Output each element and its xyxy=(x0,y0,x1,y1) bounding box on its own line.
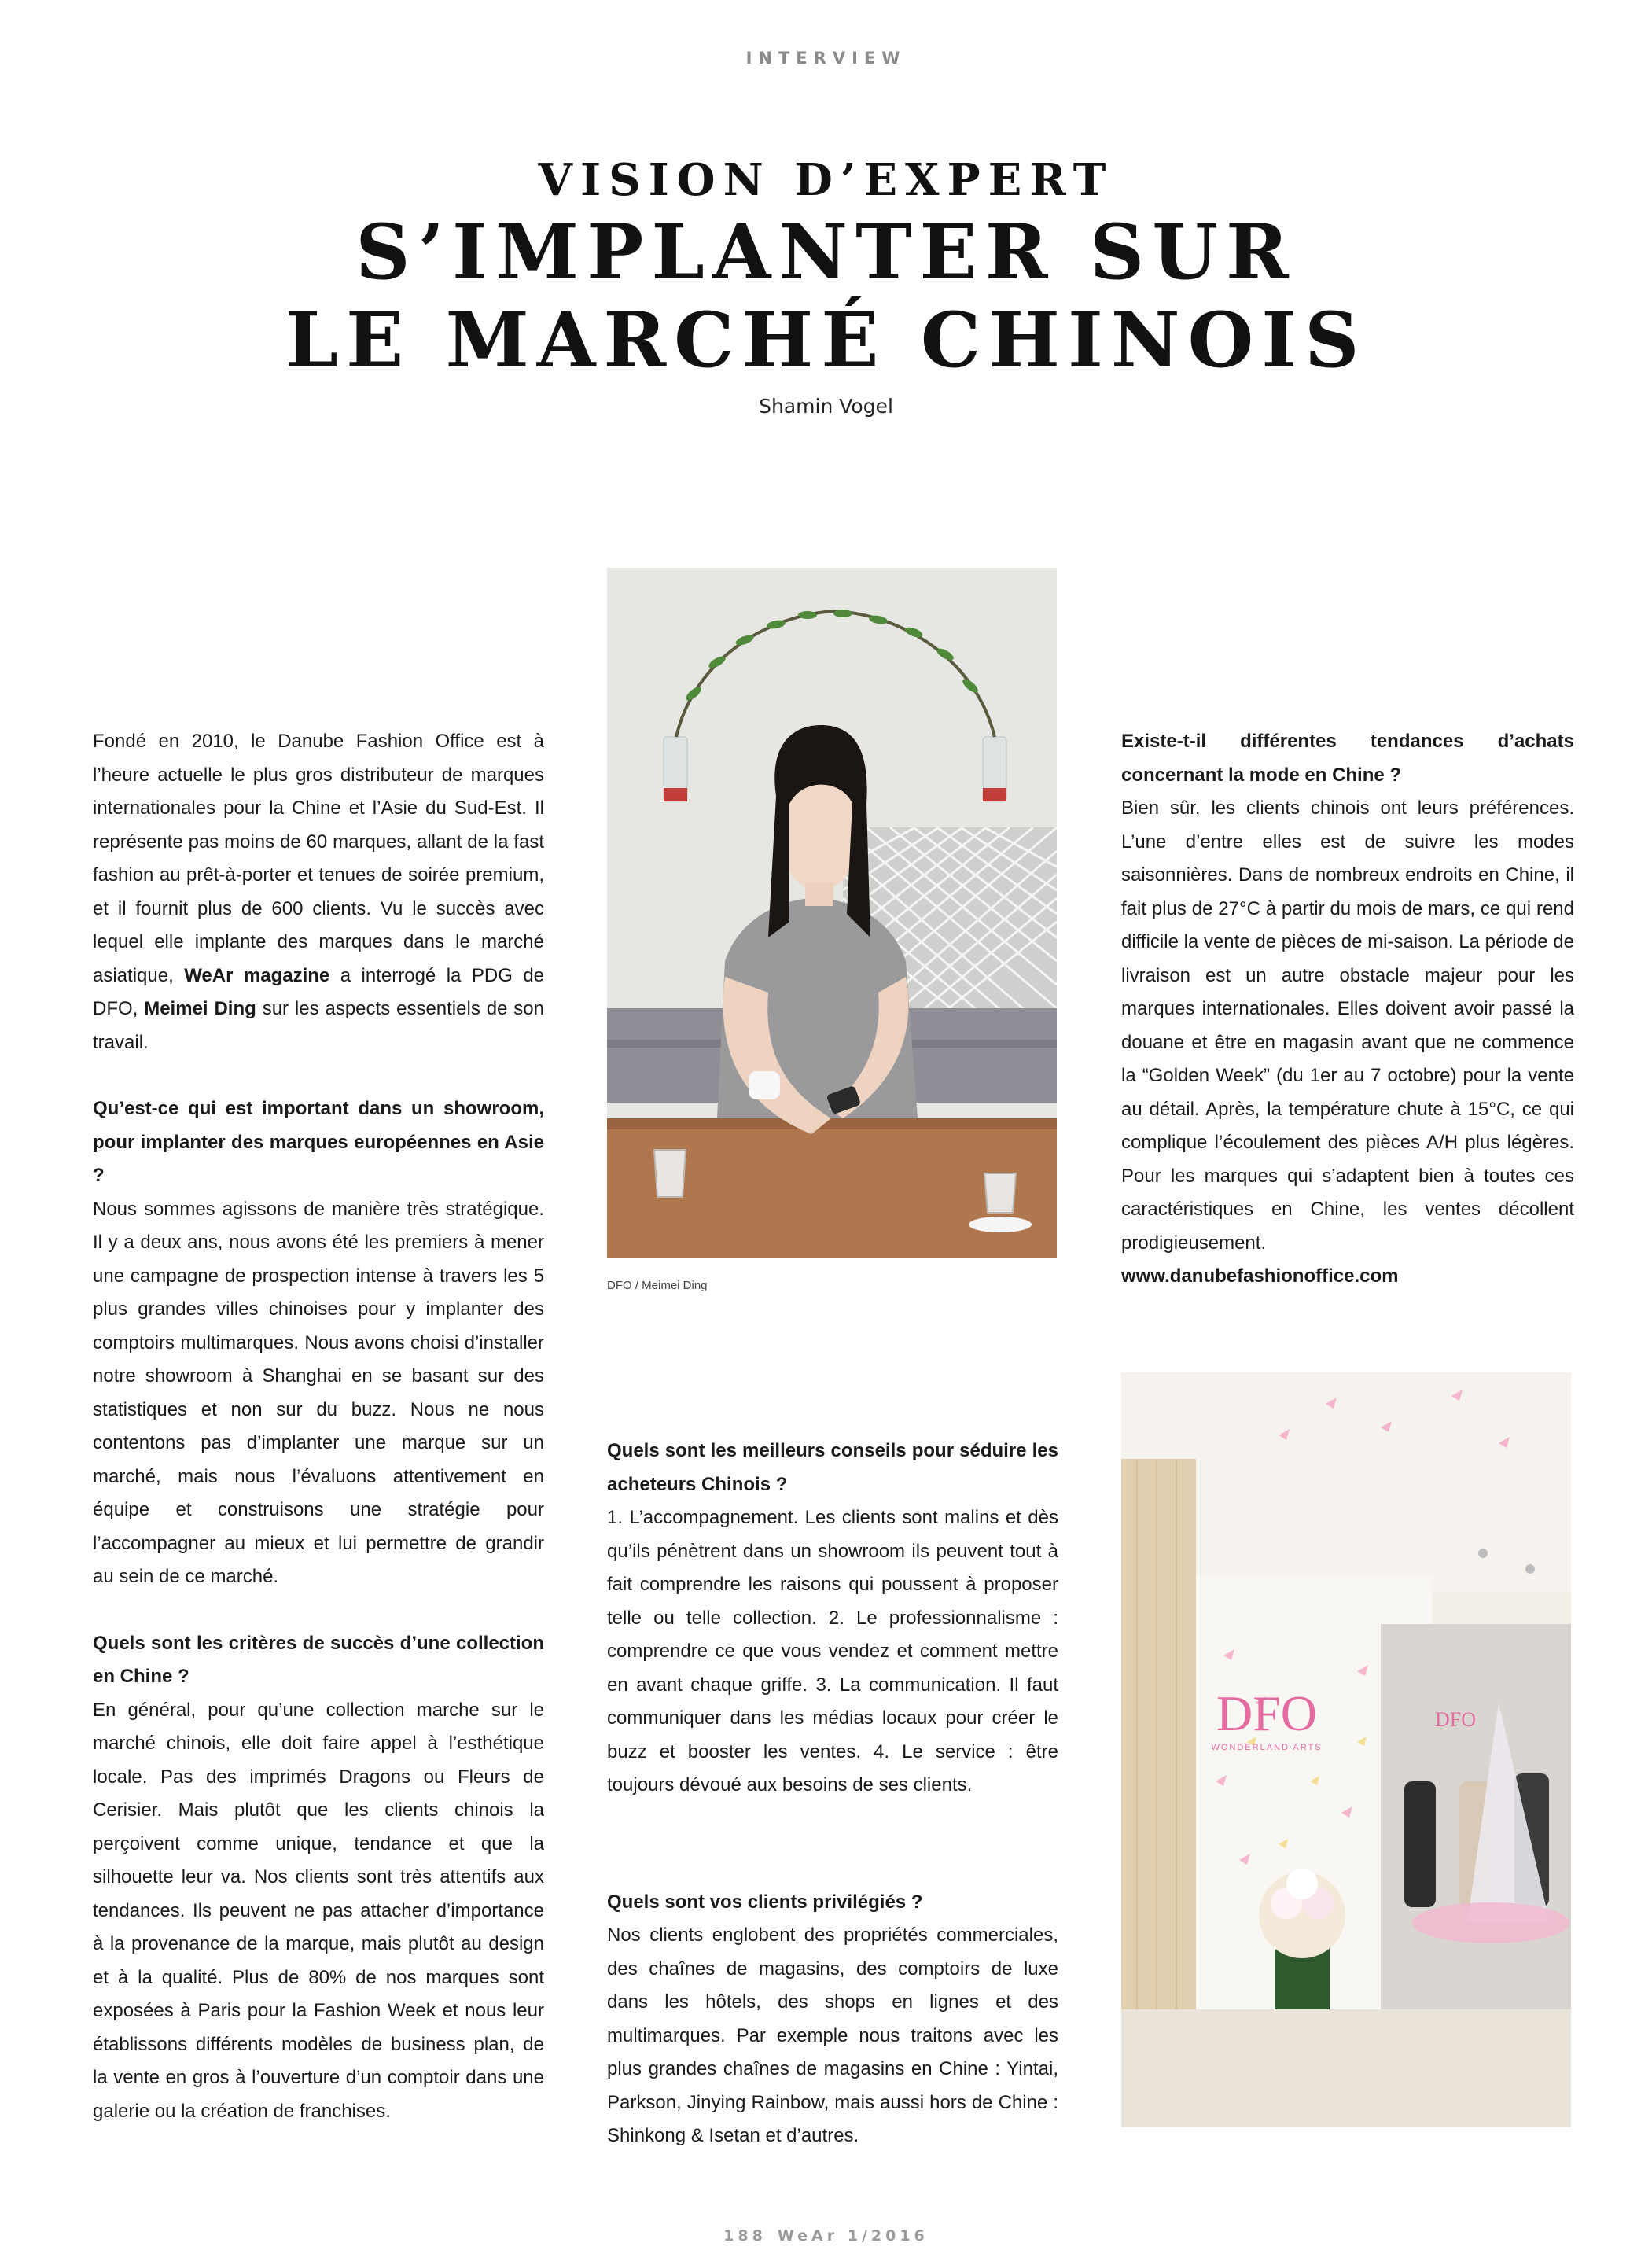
article-column-1 xyxy=(93,725,544,2128)
page-number: 188 xyxy=(723,2227,767,2245)
page-footer xyxy=(0,2227,1652,2245)
article-headline xyxy=(0,208,1652,385)
headline-line-1: S’IMPLANTER SUR xyxy=(355,208,1297,296)
portrait-illustration xyxy=(607,568,1057,1258)
question-4: Quels sont vos clients privilégiés ? xyxy=(607,1891,923,1913)
article-column-2 xyxy=(607,1434,1058,2153)
store-sign-inner: DFO xyxy=(1434,1708,1477,1731)
question-2: Quels sont les critères de succès d’une collection en Chine ? xyxy=(93,1632,544,1687)
answer-4: Nos clients englobent des propriétés commerciales, des chaînes de magasins, des comptoirs de luxe dans les hôtels, des shops en lignes et des multimarques. Par exemple nous traitons avec les plus grandes chaînes de magasins en Chine : Yintai, Parkson, Jinying Rainbow, mais aussi hors de Chine : Shinkong & Isetan et d’autres. xyxy=(607,1924,1058,2146)
headline-line-2: LE MARCHÉ CHINOIS xyxy=(285,296,1367,385)
question-5: Existe-t-il différentes tendances d’achats concernant la mode en Chine ? xyxy=(1121,731,1574,786)
section-label: INTERVIEW xyxy=(745,49,907,68)
intro-text-3: sur les aspects essentiels de son travail. xyxy=(93,998,544,1053)
answer-3: 1. L’accompagnement. Les clients sont malins et dès qu’ils pénètrent dans un showroom ils peuvent tout à fait comprendre les raisons qui poussent à proposer telle ou telle collection. 2. Le professionnalisme : comprendre ce que vous vendez et comment mettre en avant chaque griffe. 3. La communication. Il faut communiquer dans les médias locaux pour créer le buzz et booster les ventes. 4. Le service : être toujours dévoué aux besoins de ses clients. xyxy=(607,1507,1058,1795)
answer-5: Bien sûr, les clients chinois ont leurs préférences. L’une d’entre elles est de suivre les modes saisonnières. Dans de nombreux endroits en Chine, il fait plus de 27°C à partir du mois de mars, ce qui rend difficile la vente de pièces de mi-saison. La période de livraison est un autre obstacle majeur pour les marques internationales. Elles doivent avoir passé la douane et être en magasin avant que ne commence la “Golden Week” (du 1er au 7 octobre) pour la vente au détail. Après, la température chute à 15°C, ce qui complique l’écoulement des pièces A/H plus légères. Pour les marques qui s’adaptent bien à toutes ces caractéristiques en Chine, les ventes décollent prodigieusement. xyxy=(1121,797,1574,1254)
store-illustration xyxy=(1121,1372,1571,2127)
intro-paragraph xyxy=(93,725,544,1059)
photo-caption: DFO / Meimei Ding xyxy=(607,1279,708,1292)
portrait-photo xyxy=(607,568,1057,1258)
answer-2: En général, pour qu’une collection marche sur le marché chinois, elle doit faire appel à l’esthétique locale. Pas des imprimés Dragons ou Fleurs de Cerisier. Mais plutôt que les clients chinois la perçoivent comme unique, tendance et que la silhouette leur va. Nos clients sont très attentifs aux tendances. Ils peuvent ne pas attacher d’importance à la provenance de la marque, mais plutôt au design et à la qualité. Plus de 80% de nos marques sont exposées à Paris pour la Fashion Week et nous leur établissons différents modèles de business plan, de la vente en gros à l’ouverture d’un comptoir dans une galerie ou la création de franchises. xyxy=(93,1699,544,2122)
article-kicker: VISION D’EXPERT xyxy=(538,154,1114,206)
author-byline: Shamin Vogel xyxy=(759,395,893,418)
interviewee-name: Meimei Ding xyxy=(144,998,256,1019)
store-photo xyxy=(1121,1372,1571,2127)
intro-text-2: a interrogé la PDG de DFO, xyxy=(93,964,545,1019)
question-3: Quels sont les meilleurs conseils pour séduire les acheteurs Chinois ? xyxy=(607,1440,1058,1495)
intro-text-1: Fondé en 2010, le Danube Fashion Office est à l’heure actuelle le plus gros distributeur de marques internationales pour la Chine et l’Asie du Sud-Est. Il représente pas moins de 60 marques, allant de la fast fashion au prêt-à-porter et tenues de soirée premium, et il fournit plus de 600 clients. Vu le succès avec lequel elle implante des marques dans le marché asiatique, xyxy=(93,731,544,986)
answer-1: Nous sommes agissons de manière très stratégique. Il y a deux ans, nous avons été les premiers à mener une campagne de prospection intense à travers les 5 plus grandes villes chinoises pour y implanter des comptoirs multimarques. Nous avons choisi d’installer notre showroom à Shanghai en se basant sur des statistiques et non sur du buzz. Nous ne nous contentons pas d’implanter une marque sur un marché, mais nous l’évaluons attentivement en équipe et construisons une stratégie pour l’accompagner au mieux et lui permettre de grandir au sein de ce marché. xyxy=(93,1198,544,1587)
article-column-3 xyxy=(1121,725,1574,1294)
website-link[interactable]: www.danubefashionoffice.com xyxy=(1121,1265,1399,1287)
question-1: Qu’est-ce qui est important dans un showroom, pour implanter des marques européennes en Asie ? xyxy=(93,1098,544,1186)
magazine-name: WeAr magazine xyxy=(184,964,330,986)
store-sign-main: DFO xyxy=(1216,1685,1318,1741)
footer-issue: WeAr 1/2016 xyxy=(777,2227,929,2245)
store-sign-sub: WONDERLAND ARTS xyxy=(1211,1743,1323,1752)
